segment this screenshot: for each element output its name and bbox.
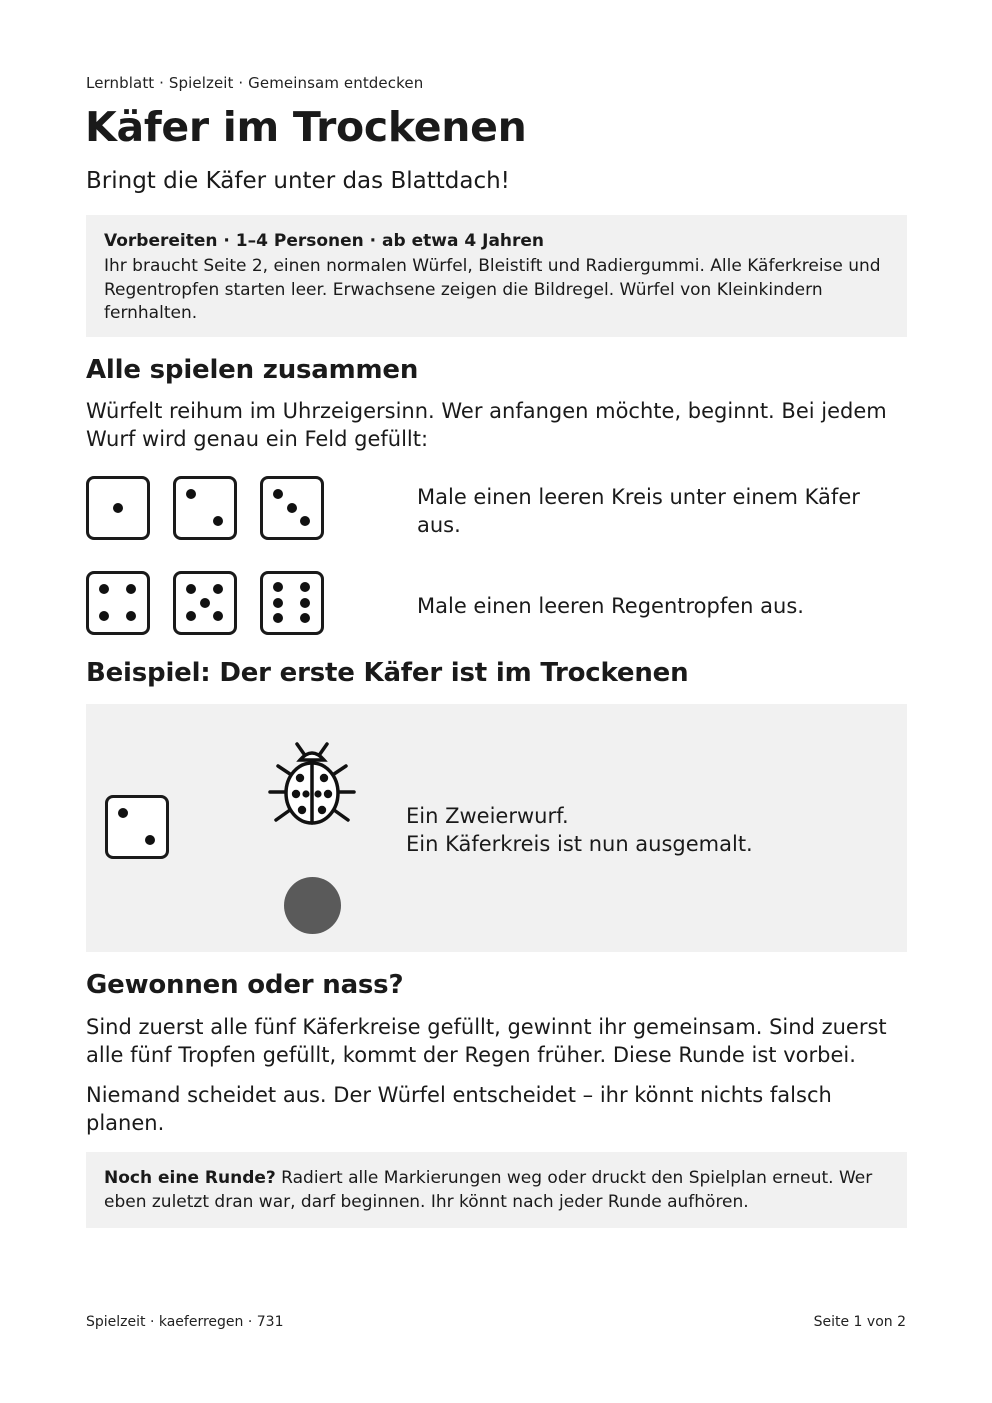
prep-text: Ihr braucht Seite 2, einen normalen Würfel, Bleistift und Radiergummi. Alle Käferkreise und Regentropfen starten leer. Erwachsene zeigen die Bildregel. Würfel von Kleinkindern fernhalten. bbox=[104, 256, 881, 323]
dice-group-high bbox=[86, 571, 336, 641]
filled-beetle-circle bbox=[284, 877, 341, 934]
outcome-para-2: Niemand scheidet aus. Der Würfel entscheidet – ihr könnt nichts falsch planen. bbox=[86, 1083, 832, 1135]
outcome-para-1: Sind zuerst alle fünf Käferkreise gefüllt, gewinnt ihr gemeinsam. Sind zuerst alle fünf Tropfen gefüllt, kommt der Regen früher. Diese Runde ist vorbei. bbox=[86, 1015, 887, 1067]
footer-page-number: Seite 1 von 2 bbox=[813, 1314, 906, 1330]
rule-text-raindrop: Male einen leeren Regentropfen aus. bbox=[417, 594, 804, 618]
example-line-2: Ein Käferkreis ist nun ausgemalt. bbox=[406, 832, 753, 856]
die-two-icon bbox=[173, 476, 237, 540]
die-three-icon bbox=[260, 476, 324, 540]
play-intro: Würfelt reihum im Uhrzeigersinn. Wer anfangen möchte, beginnt. Bei jedem Wurf wird genau ein Feld gefüllt: bbox=[86, 399, 887, 451]
footer-left: Spielzeit · kaeferregen · 731 bbox=[86, 1314, 284, 1330]
outcome-heading: Gewonnen oder nass? bbox=[86, 970, 404, 1000]
play-heading: Alle spielen zusammen bbox=[86, 355, 419, 385]
kicker-line: Lernblatt · Spielzeit · Gemeinsam entdecken bbox=[86, 74, 424, 92]
example-text bbox=[406, 802, 753, 858]
dice-group-low bbox=[86, 476, 336, 546]
page-subtitle: Bringt die Käfer unter das Blattdach! bbox=[86, 168, 510, 194]
die-six-icon bbox=[260, 571, 324, 635]
again-text bbox=[104, 1167, 894, 1214]
example-box bbox=[86, 704, 907, 952]
example-line-1: Ein Zweierwurf. bbox=[406, 804, 569, 828]
example-heading: Beispiel: Der erste Käfer ist im Trockenen bbox=[86, 658, 689, 688]
again-lead: Noch eine Runde? bbox=[104, 1168, 276, 1188]
die-four-icon bbox=[86, 571, 150, 635]
rule-text-beetle: Male einen leeren Kreis unter einem Käfer aus. bbox=[417, 485, 860, 537]
die-one-icon bbox=[86, 476, 150, 540]
ladybug-icon bbox=[264, 738, 360, 834]
again-box bbox=[86, 1152, 907, 1228]
page-title: Käfer im Trockenen bbox=[85, 103, 527, 151]
prep-heading: Vorbereiten · 1–4 Personen · ab etwa 4 Jahren bbox=[104, 231, 545, 251]
die-two-icon bbox=[105, 795, 169, 859]
again-body: Radiert alle Markierungen weg oder druckt den Spielplan erneut. Wer eben zuletzt dran war, darf beginnen. Ihr könnt nach jeder Runde aufhören. bbox=[104, 1168, 873, 1212]
die-five-icon bbox=[173, 571, 237, 635]
prep-box bbox=[86, 215, 907, 337]
